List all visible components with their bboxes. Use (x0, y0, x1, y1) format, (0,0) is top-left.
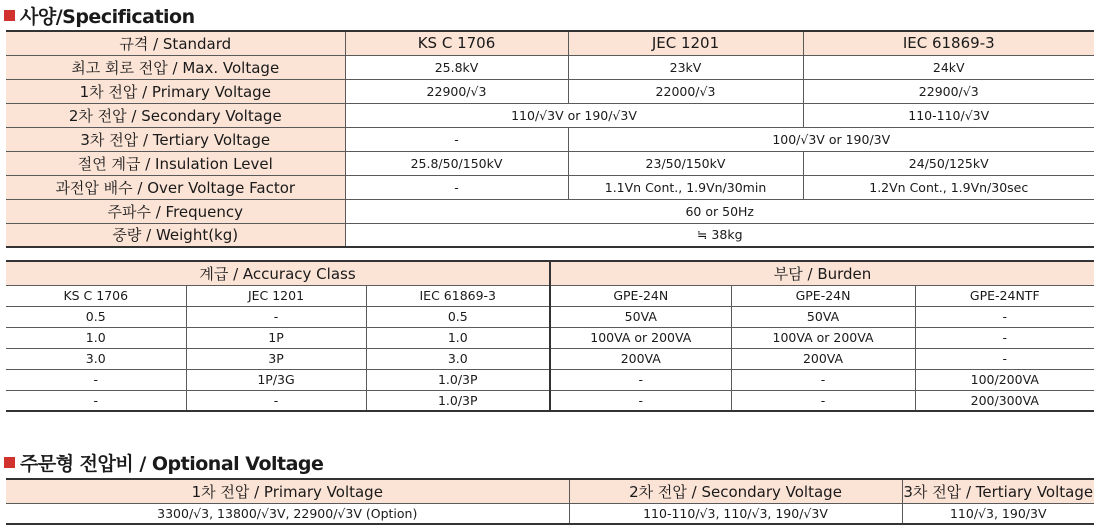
cell: 1.1Vn Cont., 1.9Vn/30min (568, 175, 803, 199)
row-label: 중량 / Weight(kg) (6, 223, 345, 247)
row-label: 2차 전압 / Secondary Voltage (6, 103, 345, 127)
red-square-icon (4, 10, 15, 21)
cell: 22900/√3 (803, 79, 1094, 103)
cell: - (186, 390, 366, 411)
optional-title-text: 주문형 전압비 / Optional Voltage (20, 453, 324, 475)
tertiary-voltage-header: 3차 전압 / Tertiary Voltage (902, 479, 1094, 503)
cell: - (550, 369, 731, 390)
table-row (6, 223, 1094, 247)
cell: - (731, 390, 915, 411)
accuracy-burden-table (6, 260, 1094, 412)
cell: 1P/3G (186, 369, 366, 390)
red-square-icon (4, 457, 15, 468)
cell: 100VA or 200VA (550, 327, 731, 348)
cell: 60 or 50Hz (345, 199, 1094, 223)
subheader-cell: JEC 1201 (186, 285, 366, 306)
row-label: 과전압 배수 / Over Voltage Factor (6, 175, 345, 199)
optional-voltage-table (6, 478, 1094, 525)
table-row (6, 55, 1094, 79)
cell: - (345, 127, 568, 151)
cell: 100VA or 200VA (731, 327, 915, 348)
cell: 200VA (550, 348, 731, 369)
cell: 100/√3V or 190/3V (568, 127, 1094, 151)
accuracy-header-row (6, 261, 1094, 285)
cell: 110-110/√3, 110/√3, 190/√3V (569, 503, 902, 524)
subheader-cell: GPE-24N (550, 285, 731, 306)
cell: - (6, 390, 186, 411)
cell: - (915, 327, 1094, 348)
row-label: 절연 계급 / Insulation Level (6, 151, 345, 175)
cell: 1.0/3P (366, 390, 550, 411)
standard-header: 규격 / Standard (6, 31, 345, 55)
optional-section-title (4, 449, 323, 476)
cell: 25.8/50/150kV (345, 151, 568, 175)
cell: - (550, 390, 731, 411)
spec-header-row (6, 31, 1094, 55)
subheader-cell: IEC 61869-3 (366, 285, 550, 306)
spec-title-text: 사양/Specification (20, 6, 195, 28)
cell: 1.0 (366, 327, 550, 348)
table-row (6, 103, 1094, 127)
table-row (6, 151, 1094, 175)
table-row (6, 348, 1094, 369)
table-row (6, 503, 1094, 524)
cell: - (345, 175, 568, 199)
cell: 3.0 (6, 348, 186, 369)
row-label: 주파수 / Frequency (6, 199, 345, 223)
cell: 100/200VA (915, 369, 1094, 390)
cell: 3300/√3, 13800/√3V, 22900/√3V (Option) (6, 503, 569, 524)
cell: 1.2Vn Cont., 1.9Vn/30sec (803, 175, 1094, 199)
cell: 50VA (550, 306, 731, 327)
row-label: 1차 전압 / Primary Voltage (6, 79, 345, 103)
iec-header: IEC 61869-3 (803, 31, 1094, 55)
cell: 23kV (568, 55, 803, 79)
cell: - (915, 306, 1094, 327)
cell: 22000/√3 (568, 79, 803, 103)
cell: 50VA (731, 306, 915, 327)
burden-header: 부담 / Burden (550, 261, 1094, 285)
cell: 200/300VA (915, 390, 1094, 411)
cell: - (6, 369, 186, 390)
table-row (6, 390, 1094, 411)
cell: 110/√3V or 190/√3V (345, 103, 803, 127)
cell: 25.8kV (345, 55, 568, 79)
cell: 110-110/√3V (803, 103, 1094, 127)
cell: 1P (186, 327, 366, 348)
cell: 23/50/150kV (568, 151, 803, 175)
spec-table (6, 30, 1094, 248)
table-row (6, 175, 1094, 199)
table-row (6, 327, 1094, 348)
cell: 24/50/125kV (803, 151, 1094, 175)
cell: - (186, 306, 366, 327)
table-row (6, 79, 1094, 103)
ks-header: KS C 1706 (345, 31, 568, 55)
cell: 200VA (731, 348, 915, 369)
cell: - (915, 348, 1094, 369)
cell: 3P (186, 348, 366, 369)
row-label: 최고 회로 전압 / Max. Voltage (6, 55, 345, 79)
spec-section-title (4, 2, 195, 29)
row-label: 3차 전압 / Tertiary Voltage (6, 127, 345, 151)
accuracy-class-header: 계급 / Accuracy Class (6, 261, 550, 285)
cell: 22900/√3 (345, 79, 568, 103)
primary-voltage-header: 1차 전압 / Primary Voltage (6, 479, 569, 503)
secondary-voltage-header: 2차 전압 / Secondary Voltage (569, 479, 902, 503)
cell: 3.0 (366, 348, 550, 369)
table-row (6, 306, 1094, 327)
subheader-cell: KS C 1706 (6, 285, 186, 306)
cell: - (731, 369, 915, 390)
table-row (6, 199, 1094, 223)
accuracy-subheader-row (6, 285, 1094, 306)
cell: 0.5 (6, 306, 186, 327)
subheader-cell: GPE-24NTF (915, 285, 1094, 306)
cell: 1.0/3P (366, 369, 550, 390)
cell: 0.5 (366, 306, 550, 327)
cell: 24kV (803, 55, 1094, 79)
cell: 1.0 (6, 327, 186, 348)
table-row (6, 127, 1094, 151)
jec-header: JEC 1201 (568, 31, 803, 55)
table-row (6, 369, 1094, 390)
optional-header-row (6, 479, 1094, 503)
cell: ≒ 38kg (345, 223, 1094, 247)
subheader-cell: GPE-24N (731, 285, 915, 306)
cell: 110/√3, 190/3V (902, 503, 1094, 524)
